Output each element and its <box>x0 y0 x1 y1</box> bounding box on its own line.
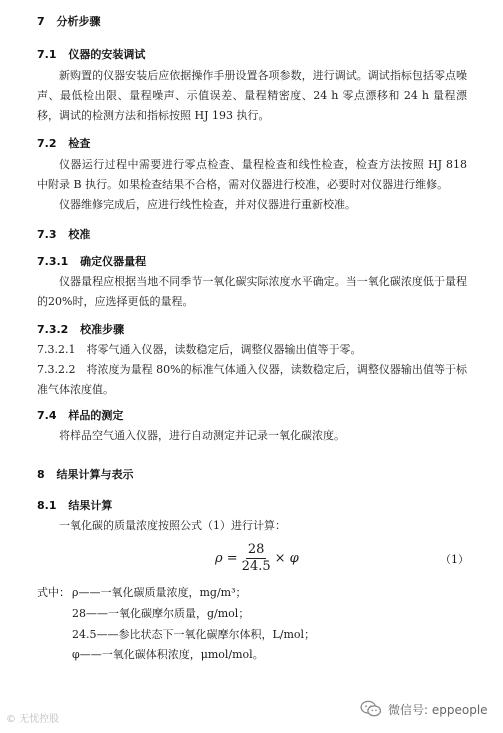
formula-lhs: ρ = <box>215 550 238 566</box>
formula-rhs: × φ <box>274 550 299 566</box>
section-title: 结果计算与表示 <box>56 468 134 481</box>
section-number: 7.3.1 <box>37 255 69 268</box>
wechat-icon <box>360 700 382 718</box>
section-title: 样品的测定 <box>68 409 124 422</box>
section-number: 8.1 <box>37 499 57 512</box>
paragraph: 仪器运行过程中需要进行零点检查、量程检查和线性检查，检查方法按照 HJ 818 中附录 B 执行。如果检查结果不合格，需对仪器进行校准，必要时对仪器进行维修。 <box>37 158 467 191</box>
section-title: 校准 <box>68 228 91 241</box>
formula-numerator: 28 <box>247 541 265 557</box>
step-item: 7.3.2.2 将浓度为量程 80%的标准气体通入仪器，读数稳定后，调整仪器输出值等于标准气体浓度值。 <box>37 363 467 396</box>
section-title: 仪器的安装调试 <box>68 48 146 61</box>
section-number: 7.4 <box>37 409 57 422</box>
variable-definition: φ——一氧化碳体积浓度，μmol/mol。 <box>72 648 264 661</box>
section-7-3-heading <box>37 226 90 242</box>
formula <box>215 538 299 578</box>
section-title: 分析步骤 <box>56 15 101 28</box>
section-title: 校准步骤 <box>80 323 125 336</box>
section-number: 7 <box>37 15 45 28</box>
section-number: 7.3.2 <box>37 323 69 336</box>
formula-fraction <box>242 542 271 575</box>
section-8-heading <box>37 466 134 482</box>
variable-definition: ρ——一氧化碳质量浓度，mg/m³； <box>72 586 247 599</box>
variable-definition: 24.5——参比状态下一氧化碳摩尔体积，L/mol； <box>72 628 316 641</box>
section-7-heading <box>37 13 101 29</box>
paragraph: 仪器维修完成后，应进行线性检查，并对仪器进行重新校准。 <box>59 198 356 211</box>
section-title: 确定仪器量程 <box>80 255 147 268</box>
formula-denominator: 24.5 <box>241 558 271 574</box>
section-7-3-2-heading <box>37 321 124 337</box>
section-7-4-heading <box>37 407 123 423</box>
step-item: 7.3.2.1 将零气通入仪器，读数稳定后，调整仪器输出值等于零。 <box>37 343 362 356</box>
section-title: 检查 <box>68 137 91 150</box>
section-8-1-heading <box>37 497 112 513</box>
where-lead: 式中： <box>37 586 70 599</box>
wechat-id-label: 微信号: eppeople <box>388 702 488 717</box>
equation-number: （1） <box>440 553 469 566</box>
variable-definition: 28——一氧化碳摩尔质量，g/mol； <box>72 607 250 620</box>
section-7-1-heading <box>37 46 145 62</box>
section-number: 7.2 <box>37 137 57 150</box>
section-title: 结果计算 <box>68 499 113 512</box>
paragraph: 新购置的仪器安装后应依据操作手册设置各项参数，进行调试。调试指标包括零点噪声、最低检出限、量程噪声、示值误差、量程精密度、24 h 零点漂移和 24 h 量程漂移，调试的检测方法和指标按照 HJ 193 执行。 <box>37 69 467 122</box>
watermark: © 无忧控股 <box>6 714 60 725</box>
paragraph: 一氧化碳的质量浓度按照公式（1）进行计算： <box>59 519 286 532</box>
section-number: 7.1 <box>37 48 57 61</box>
section-7-2-heading <box>37 135 90 151</box>
section-7-3-1-heading <box>37 253 146 269</box>
paragraph: 仪器量程应根据当地不同季节一氧化碳实际浓度水平确定。当一氧化碳浓度低于量程的20%时，应选择更低的量程。 <box>37 275 467 308</box>
paragraph: 将样品空气通入仪器，进行自动测定并记录一氧化碳浓度。 <box>59 429 345 442</box>
wechat-id <box>360 700 488 718</box>
section-number: 7.3 <box>37 228 57 241</box>
section-number: 8 <box>37 468 45 481</box>
